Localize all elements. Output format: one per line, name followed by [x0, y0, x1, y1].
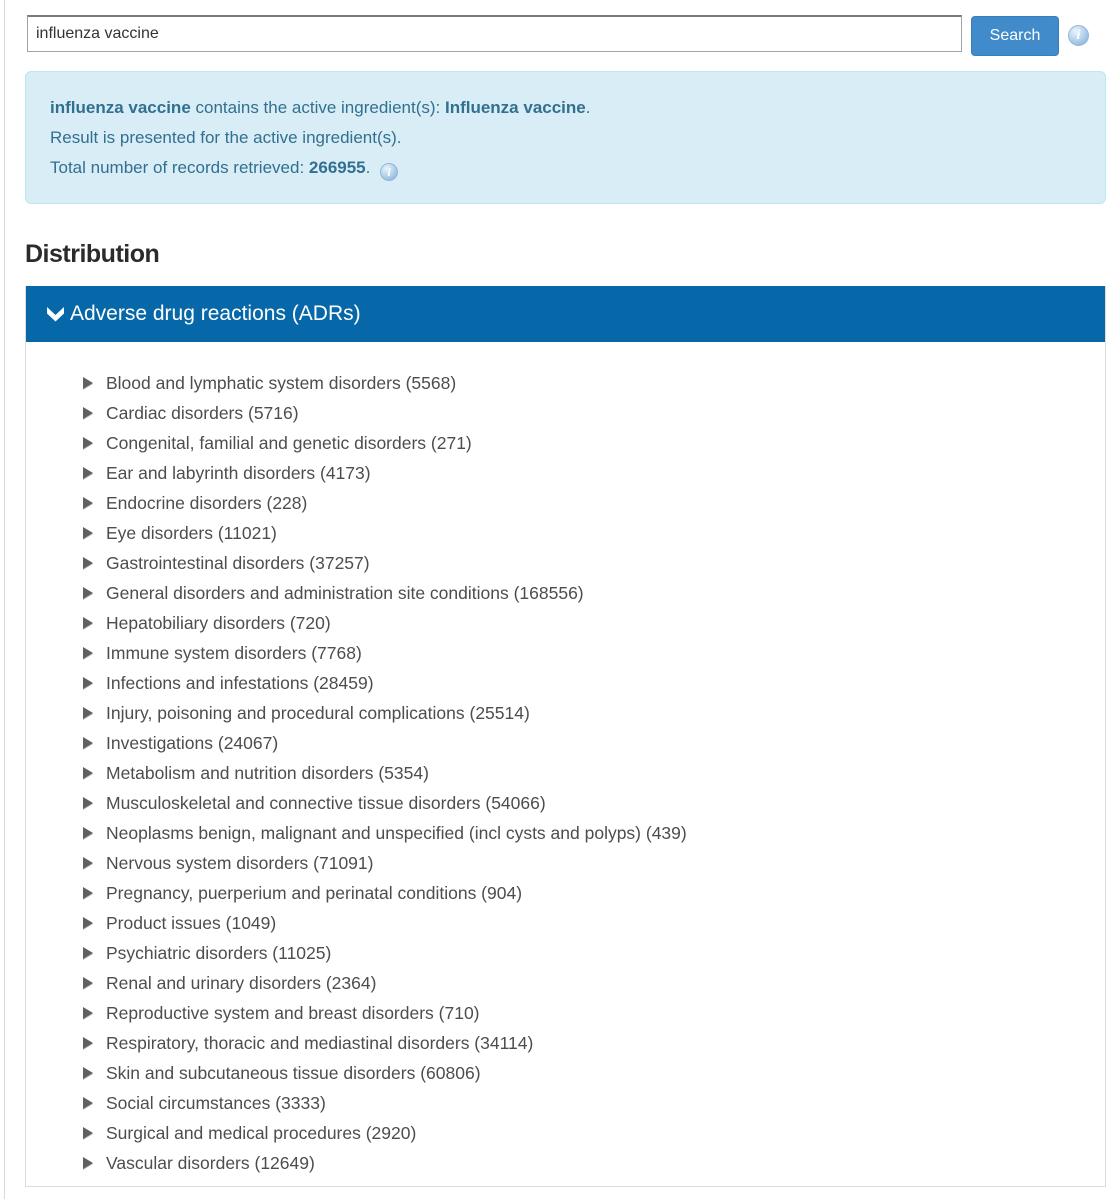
records-count: 266955	[308, 158, 366, 177]
list-item[interactable]	[83, 1028, 1105, 1058]
list-item-label: Surgical and medical procedures (2920)	[106, 1122, 417, 1143]
list-item[interactable]	[83, 458, 1105, 488]
list-item-label: Nervous system disorders (71091)	[106, 852, 374, 873]
adr-list	[26, 342, 1105, 1186]
list-item-label: Product issues (1049)	[106, 912, 277, 933]
list-item[interactable]	[83, 908, 1105, 938]
list-item-label: Infections and infestations (28459)	[106, 672, 374, 693]
expand-triangle-icon[interactable]	[83, 1157, 93, 1169]
expand-triangle-icon[interactable]	[83, 497, 93, 509]
expand-triangle-icon[interactable]	[83, 527, 93, 539]
list-item[interactable]	[83, 548, 1105, 578]
list-item[interactable]	[83, 728, 1105, 758]
list-item[interactable]	[83, 848, 1105, 878]
list-item[interactable]	[83, 368, 1105, 398]
list-item[interactable]	[83, 518, 1105, 548]
expand-triangle-icon[interactable]	[83, 827, 93, 839]
list-item-label: Congenital, familial and genetic disorders (271)	[106, 432, 472, 453]
records-info-icon[interactable]: i	[380, 163, 398, 181]
list-item[interactable]	[83, 788, 1105, 818]
expand-triangle-icon[interactable]	[83, 557, 93, 569]
list-item[interactable]	[83, 398, 1105, 428]
list-item-label: Social circumstances (3333)	[106, 1092, 326, 1113]
line3-end-text: .	[365, 158, 376, 177]
expand-triangle-icon[interactable]	[83, 917, 93, 929]
list-item-label: Skin and subcutaneous tissue disorders (60806)	[106, 1062, 481, 1083]
expand-triangle-icon[interactable]	[83, 647, 93, 659]
list-item[interactable]	[83, 1118, 1105, 1148]
expand-triangle-icon[interactable]	[83, 467, 93, 479]
adr-panel	[25, 286, 1106, 1187]
expand-triangle-icon[interactable]	[83, 947, 93, 959]
list-item[interactable]	[83, 1148, 1105, 1178]
records-label: Total number of records retrieved:	[50, 158, 309, 177]
line1-end-text: .	[585, 98, 591, 117]
list-item[interactable]	[83, 878, 1105, 908]
page-title: Distribution	[25, 240, 160, 268]
list-item-label: Injury, poisoning and procedural complications (25514)	[106, 702, 530, 723]
list-item[interactable]	[83, 998, 1105, 1028]
chevron-down-icon	[46, 307, 65, 322]
list-item-label: Metabolism and nutrition disorders (5354)	[106, 762, 429, 783]
expand-triangle-icon[interactable]	[83, 737, 93, 749]
expand-triangle-icon[interactable]	[83, 1067, 93, 1079]
search-info-icon[interactable]: i	[1068, 25, 1089, 46]
list-item[interactable]	[83, 698, 1105, 728]
expand-triangle-icon[interactable]	[83, 677, 93, 689]
expand-triangle-icon[interactable]	[83, 977, 93, 989]
list-item-label: Vascular disorders (12649)	[106, 1152, 315, 1173]
expand-triangle-icon[interactable]	[83, 857, 93, 869]
list-item[interactable]	[83, 1058, 1105, 1088]
list-item-label: Eye disorders (11021)	[106, 522, 277, 543]
list-item-label: Musculoskeletal and connective tissue disorders (54066)	[106, 792, 546, 813]
result-summary-line1	[50, 93, 1081, 123]
result-summary-line2: Result is presented for the active ingredient(s).	[50, 128, 402, 147]
list-item[interactable]	[83, 488, 1105, 518]
expand-triangle-icon[interactable]	[83, 797, 93, 809]
search-bar	[0, 0, 1106, 56]
list-item[interactable]	[83, 608, 1105, 638]
list-item[interactable]	[83, 968, 1105, 998]
expand-triangle-icon[interactable]	[83, 407, 93, 419]
page-left-border	[4, 0, 5, 1199]
list-item[interactable]	[83, 668, 1105, 698]
line1-middle-text: contains the active ingredient(s):	[190, 98, 445, 117]
result-summary-line3	[50, 153, 1081, 183]
search-button[interactable]: Search	[971, 16, 1059, 56]
list-item-label: Psychiatric disorders (11025)	[106, 942, 332, 963]
list-item-label: Ear and labyrinth disorders (4173)	[106, 462, 371, 483]
expand-triangle-icon[interactable]	[83, 437, 93, 449]
list-item-label: Cardiac disorders (5716)	[106, 402, 299, 423]
list-item-label: Investigations (24067)	[106, 732, 279, 753]
expand-triangle-icon[interactable]	[83, 587, 93, 599]
expand-triangle-icon[interactable]	[83, 1127, 93, 1139]
list-item-label: Reproductive system and breast disorders (710)	[106, 1002, 480, 1023]
expand-triangle-icon[interactable]	[83, 887, 93, 899]
search-term-text: influenza vaccine	[50, 98, 191, 117]
list-item[interactable]	[83, 1088, 1105, 1118]
list-item[interactable]	[83, 638, 1105, 668]
list-item[interactable]	[83, 578, 1105, 608]
expand-triangle-icon[interactable]	[83, 1037, 93, 1049]
expand-triangle-icon[interactable]	[83, 617, 93, 629]
list-item-label: Respiratory, thoracic and mediastinal disorders (34114)	[106, 1032, 534, 1053]
adr-panel-header-label: Adverse drug reactions (ADRs)	[70, 302, 361, 325]
list-item[interactable]	[83, 428, 1105, 458]
expand-triangle-icon[interactable]	[83, 767, 93, 779]
expand-triangle-icon[interactable]	[83, 377, 93, 389]
list-item-label: Pregnancy, puerperium and perinatal conditions (904)	[106, 882, 523, 903]
list-item-label: Neoplasms benign, malignant and unspecified (incl cysts and polyps) (439)	[106, 822, 687, 843]
list-item-label: Renal and urinary disorders (2364)	[106, 972, 377, 993]
result-summary-well	[25, 71, 1106, 204]
expand-triangle-icon[interactable]	[83, 1007, 93, 1019]
list-item[interactable]	[83, 818, 1105, 848]
list-item[interactable]	[83, 758, 1105, 788]
list-item-label: Gastrointestinal disorders (37257)	[106, 552, 370, 573]
list-item-label: Immune system disorders (7768)	[106, 642, 362, 663]
list-item[interactable]	[83, 938, 1105, 968]
adr-panel-header[interactable]	[26, 286, 1105, 342]
list-item-label: Endocrine disorders (228)	[106, 492, 308, 513]
active-ingredient-text: Influenza vaccine	[444, 98, 586, 117]
expand-triangle-icon[interactable]	[83, 1097, 93, 1109]
list-item-label: General disorders and administration site conditions (168556)	[106, 582, 584, 603]
search-input[interactable]	[27, 15, 962, 52]
list-item-label: Hepatobiliary disorders (720)	[106, 612, 331, 633]
list-item-label: Blood and lymphatic system disorders (5568)	[106, 372, 457, 393]
expand-triangle-icon[interactable]	[83, 707, 93, 719]
